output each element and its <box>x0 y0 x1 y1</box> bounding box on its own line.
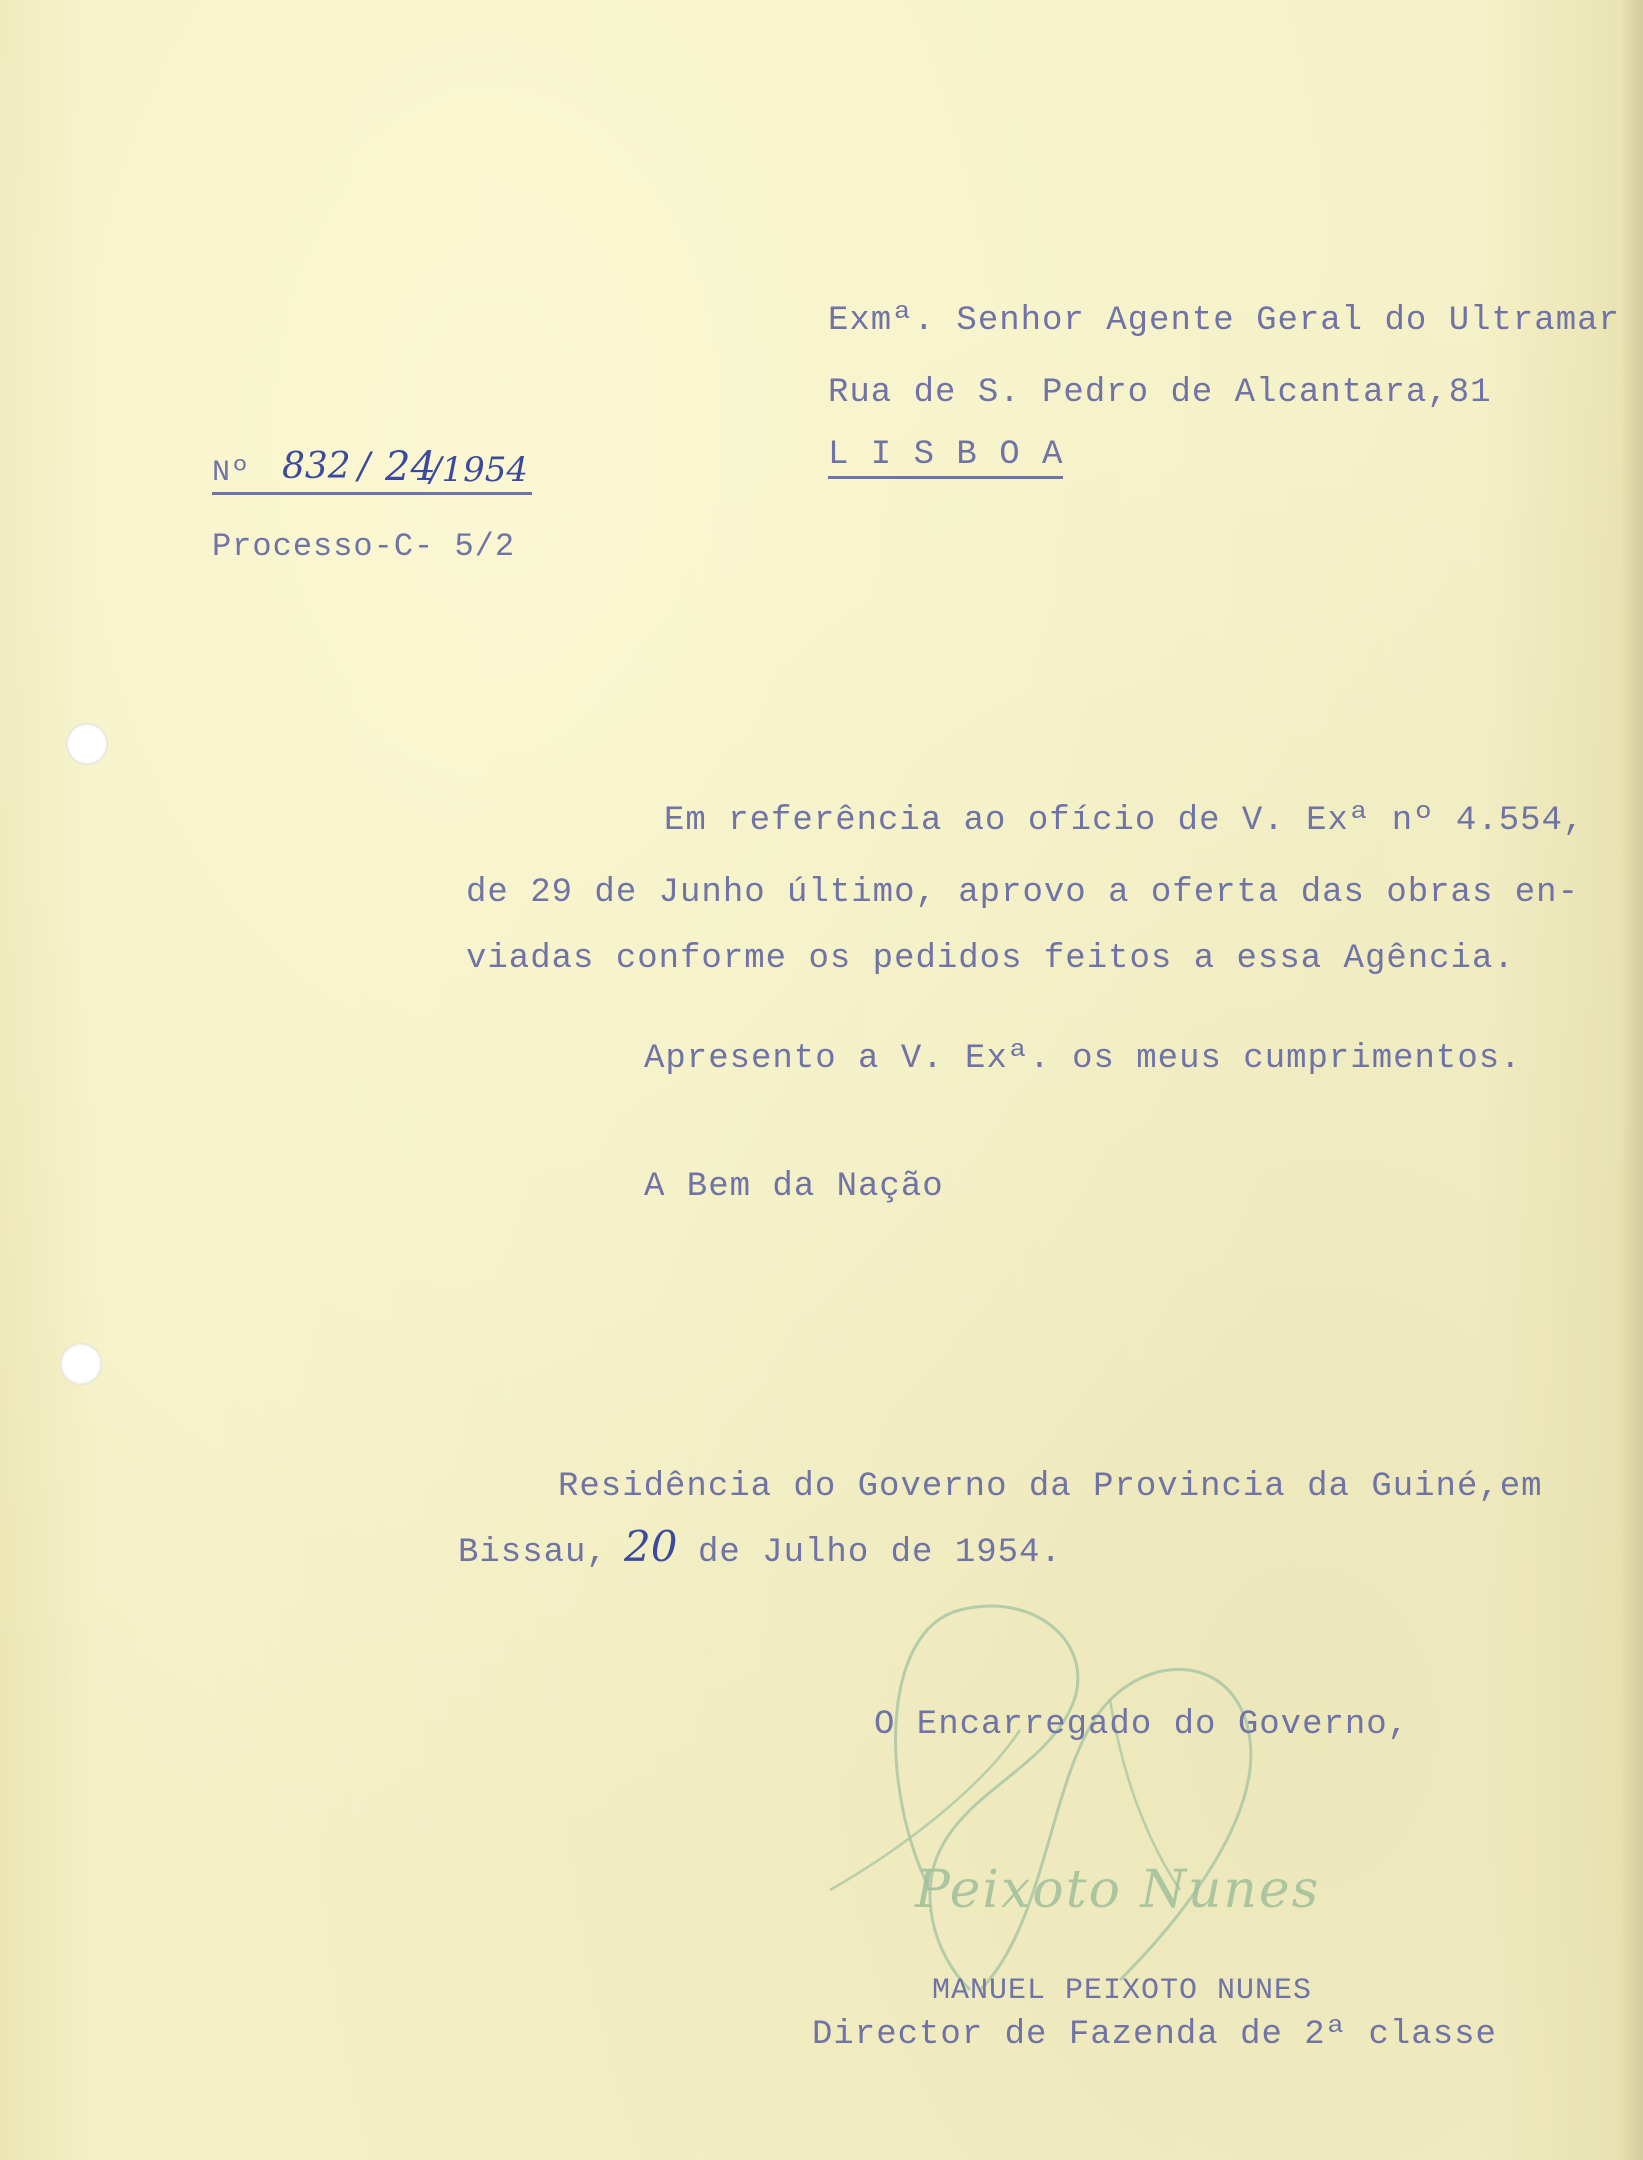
punch-hole-top <box>66 723 108 765</box>
punch-hole-bottom <box>60 1343 102 1385</box>
signer-name: MANUEL PEIXOTO NUNES <box>932 1974 1313 2008</box>
place-line1: Residência do Governo da Provincia da Guiné,em <box>558 1468 1543 1506</box>
motto: A Bem da Nação <box>644 1168 944 1206</box>
greeting: Apresento a V. Exª. os meus cumprimentos. <box>644 1040 1522 1078</box>
body-line3: viadas conforme os pedidos feitos a essa Agência. <box>466 940 1515 978</box>
reference-separator: / <box>358 446 371 487</box>
reference-prefix: Nº <box>212 456 251 490</box>
place-line2-suffix: de Julho de 1954. <box>698 1534 1062 1572</box>
reference-underline <box>212 492 532 495</box>
reference-code: 24 <box>385 444 436 490</box>
body-line2: de 29 de Junho último, aprovo a oferta das obras en- <box>466 874 1579 912</box>
addressee-line1: Exmª. Senhor Agente Geral do Ultramar <box>828 302 1620 340</box>
reference-year: /1954 <box>430 450 528 490</box>
signer-position: Director de Fazenda de 2ª classe <box>812 2016 1497 2054</box>
body-line1: Em referência ao ofício de V. Exª nº 4.554, <box>664 802 1585 840</box>
reference-number: 832 <box>282 446 351 487</box>
process-number: Processo-C- 5/2 <box>212 528 516 565</box>
addressee-line2: Rua de S. Pedro de Alcantara,81 <box>828 374 1492 412</box>
place-line2-prefix: Bissau, <box>458 1534 608 1572</box>
addressee-city: L I S B O A <box>828 436 1063 479</box>
paper-edge <box>1621 0 1643 2160</box>
closing-title: O Encarregado do Governo, <box>874 1706 1410 1744</box>
date-day: 20 <box>624 1522 678 1571</box>
signature-text: Peixoto Nunes <box>915 1860 1321 1920</box>
signature-drawing <box>820 1590 1400 2020</box>
